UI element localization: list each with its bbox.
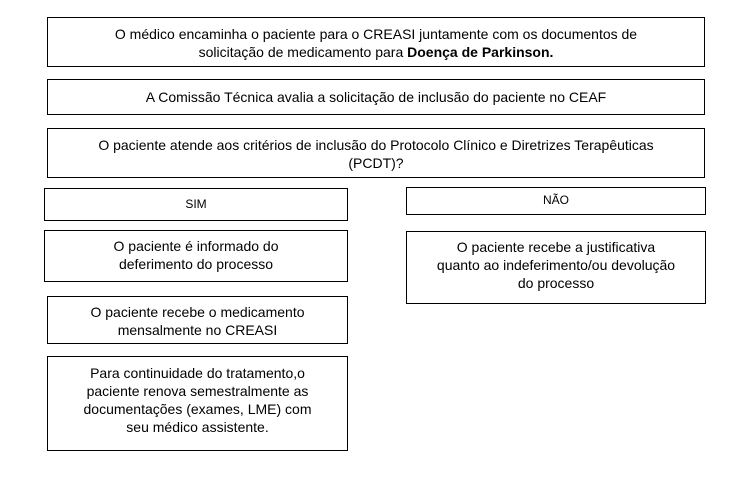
- step-referral-line1: O médico encaminha o paciente para o CREASI juntamente com os documentos de: [114, 26, 638, 42]
- disease-name: Doença de Parkinson.: [407, 44, 554, 60]
- step-referral-line2: [193, 43, 560, 61]
- decision-line1: O paciente atende aos critérios de inclusão do Protocolo Clínico e Diretrizes Terapêuticas: [98, 137, 654, 153]
- yes-step-informed-line2: deferimento do processo: [118, 256, 274, 272]
- no-step-justification-box: [406, 231, 706, 304]
- decision-box: [47, 128, 705, 178]
- yes-step-medication-line2: mensalmente no CREASI: [117, 322, 278, 338]
- no-step-justification-line2: quanto ao indeferimento/ou devolução: [436, 257, 676, 273]
- yes-step-informed-line1: O paciente é informado do: [113, 238, 279, 254]
- no-step-justification-line1: O paciente recebe a justificativa: [456, 239, 656, 255]
- yes-step-informed-box: [44, 230, 348, 282]
- yes-step-renewal-line1: Para continuidade do tratamento,o: [90, 365, 305, 381]
- yes-label-box: [44, 188, 348, 221]
- no-step-justification-line3: do processo: [517, 275, 595, 291]
- yes-step-renewal-line3: documentações (exames, LME) com: [83, 401, 312, 417]
- yes-step-renewal-line2: paciente renova semestralmente as: [86, 383, 309, 399]
- step-referral-box: [47, 17, 705, 67]
- yes-step-medication-box: [47, 296, 348, 344]
- yes-step-renewal-line4: seu médico assistente.: [126, 419, 269, 435]
- step-referral-line2-text: solicitação de medicamento para: [198, 44, 408, 60]
- yes-label: SIM: [185, 197, 207, 211]
- yes-step-medication-line1: O paciente recebe o medicamento: [90, 304, 305, 320]
- step-commission-box: [47, 79, 705, 115]
- no-label: NÃO: [542, 193, 569, 207]
- no-label-box: [406, 187, 706, 215]
- yes-step-renewal-box: [47, 356, 348, 451]
- decision-line2: (PCDT)?: [348, 155, 404, 171]
- step-commission-text: A Comissão Técnica avalia a solicitação de inclusão do paciente no CEAF: [145, 89, 607, 105]
